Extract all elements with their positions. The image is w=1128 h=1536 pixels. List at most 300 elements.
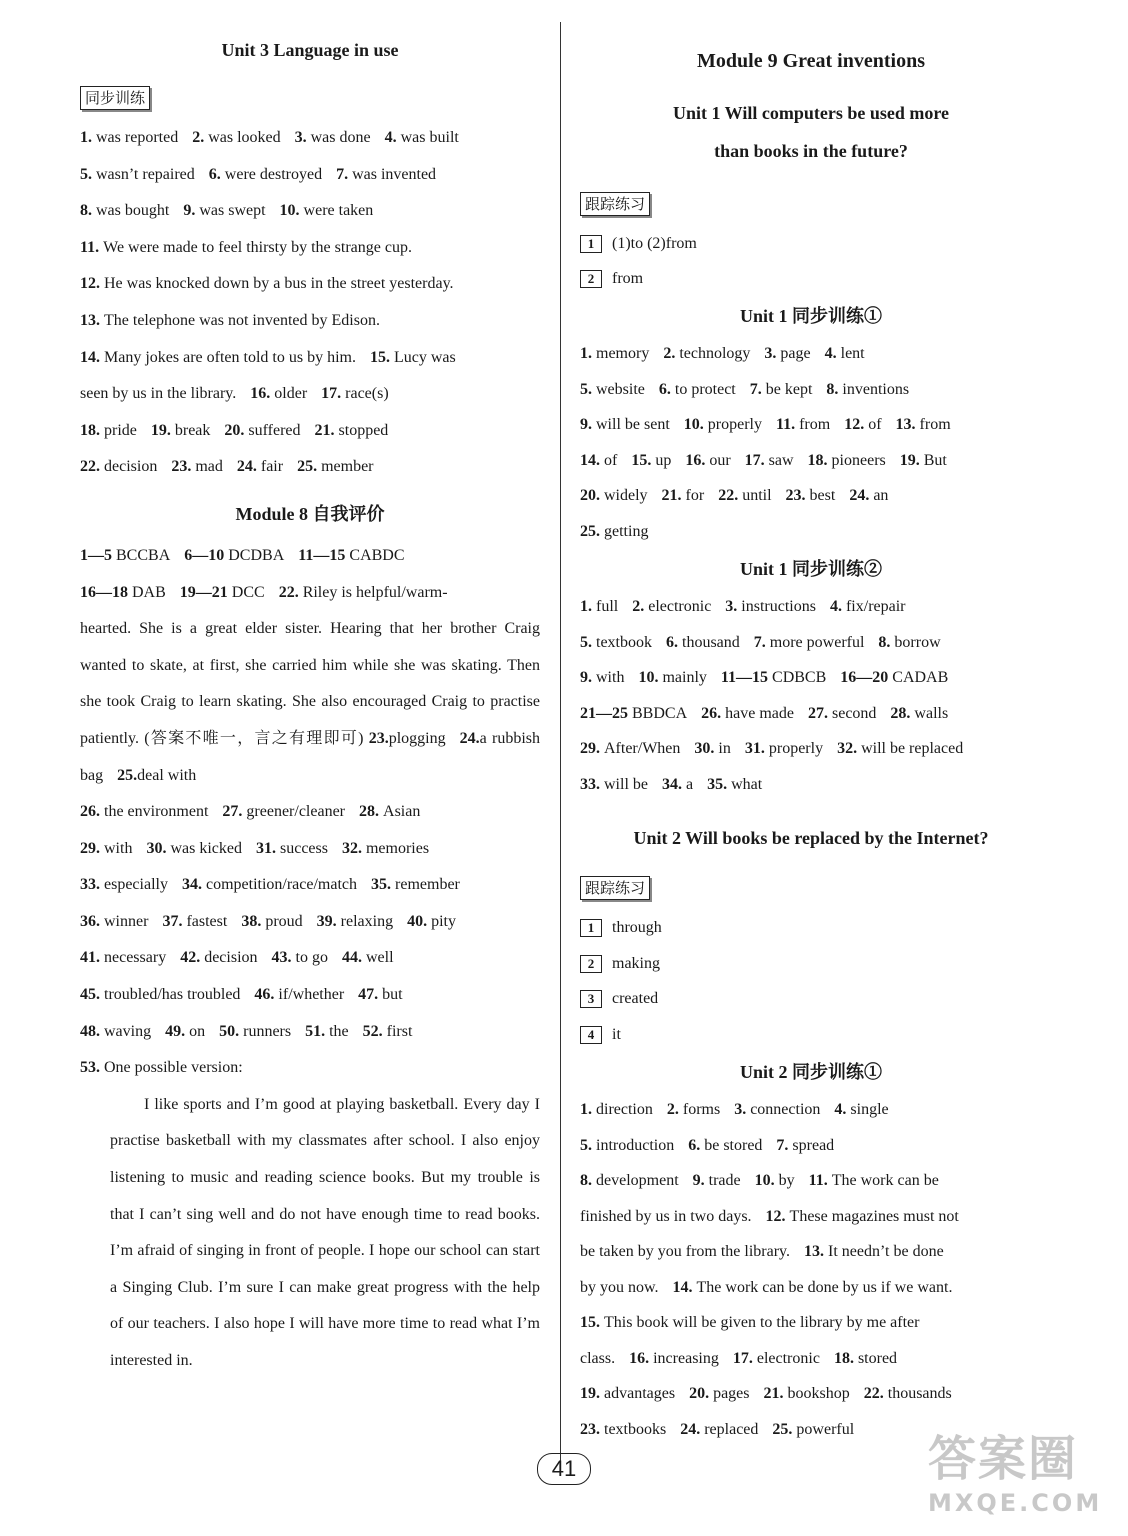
answer-line	[80, 120, 540, 157]
item-answer: our	[709, 451, 731, 469]
item-answer: The work can be	[831, 1172, 939, 1189]
item-answer: runners	[243, 1022, 292, 1040]
unit3-title: Unit 3 Language in use	[221, 40, 399, 60]
item-answer: Lucy was	[393, 348, 456, 366]
item-answer: But	[923, 451, 947, 469]
item-number: 11.	[775, 416, 796, 433]
answer-text: finished by us in two days.	[580, 1207, 752, 1225]
item-number: 19.	[150, 421, 171, 439]
item-number: 3.	[734, 1101, 747, 1118]
answer-paragraph	[80, 611, 540, 794]
item-answer: more powerful	[769, 633, 865, 651]
item-number: 15.	[580, 1314, 600, 1331]
item-answer: BCCBA	[116, 546, 171, 564]
boxed-answer	[580, 226, 1042, 261]
item-answer: stopped	[338, 421, 389, 439]
item-answer: member	[321, 458, 374, 476]
item-number: 1.	[80, 129, 92, 146]
item-answer: by	[778, 1172, 795, 1189]
item-number: 23.	[785, 487, 806, 504]
item-answer: electronic	[648, 598, 712, 615]
item-answer: older	[274, 385, 308, 403]
item-answer: success	[279, 839, 328, 857]
answer-line	[80, 193, 540, 230]
unit2-title: Unit 2 Will books be replaced by the Internet?	[633, 828, 989, 848]
sync-training-tag: 同步训练	[80, 86, 150, 110]
item-answer: DCC	[231, 583, 265, 601]
answer-text: be taken by you from the library.	[580, 1243, 791, 1260]
item-number: 2.	[192, 129, 205, 146]
item-answer: in	[718, 740, 731, 757]
tracking-practice-tag: 跟踪练习	[580, 876, 650, 900]
box-number: 4	[580, 1026, 602, 1044]
item-answer: remember	[395, 876, 460, 894]
item-number: 1.	[580, 598, 592, 615]
item-answer: winner	[104, 912, 149, 930]
item-number: 31.	[255, 839, 276, 857]
item-number: 41.	[80, 949, 100, 967]
item-answer: bookshop	[787, 1385, 850, 1402]
tracking-practice-tag: 跟踪练习	[580, 192, 650, 216]
item-number: 3.	[725, 598, 738, 615]
item-number: 3.	[764, 345, 777, 362]
answer-line	[580, 372, 1042, 408]
item-answer: forms	[682, 1101, 721, 1118]
item-number: 16.	[629, 1349, 650, 1367]
item-answer: suffered	[248, 421, 301, 439]
item-number: 30.	[694, 740, 715, 757]
item-answer: break	[174, 421, 211, 439]
answer-line	[580, 1092, 1042, 1128]
answer-line	[80, 794, 540, 831]
item-answer: was invented	[352, 165, 437, 183]
box-number: 3	[580, 990, 602, 1008]
item-number: 16.	[250, 385, 271, 403]
item-answer: was built	[400, 129, 459, 146]
item-number: 49.	[165, 1022, 186, 1040]
boxed-answer	[580, 946, 1042, 982]
item-number: 27.	[222, 803, 243, 821]
item-number: 52.	[362, 1022, 383, 1040]
item-answer: necessary	[104, 949, 167, 967]
item-answer: proud	[265, 912, 303, 930]
item-answer: until	[742, 487, 772, 504]
item-number: 33.	[80, 876, 100, 894]
item-number: 13.	[895, 416, 916, 433]
item-answer: was looked	[208, 129, 281, 146]
module9-title: Module 9 Great inventions	[697, 50, 925, 72]
item-answer: be kept	[765, 380, 813, 398]
answer-line	[80, 940, 540, 977]
answer-line	[80, 538, 540, 575]
item-answer: the	[329, 1022, 349, 1040]
item-number: 1—5	[80, 546, 112, 564]
answer-line	[580, 1341, 1042, 1377]
item-answer: thousand	[682, 633, 740, 651]
item-answer: competition/race/match	[205, 876, 358, 894]
item-answer: electronic	[756, 1349, 820, 1367]
answer-line	[80, 1050, 540, 1087]
item-number: 25.	[117, 766, 138, 784]
unit1-title-cont: than books in the future?	[714, 141, 908, 161]
item-number: 9.	[692, 1172, 705, 1189]
answer-line	[580, 407, 1042, 443]
item-answer: Many jokes are often told to us by him.	[104, 348, 356, 366]
item-answer: especially	[104, 876, 168, 894]
item-answer: properly	[768, 740, 824, 757]
item-number: 4.	[384, 129, 397, 146]
answer-line	[580, 514, 1042, 550]
item-number: 5.	[580, 1136, 592, 1154]
item-number: 8.	[80, 202, 92, 220]
item-answer: increasing	[653, 1349, 719, 1367]
item-answer: He was knocked down by a bus in the street yesterday.	[104, 275, 454, 293]
item-number: 32.	[837, 740, 858, 757]
watermark-top: 答案圈	[928, 1431, 1079, 1487]
item-answer: One possible version:	[104, 1059, 243, 1077]
essay-text: I like sports and I’m good at playing basketball. Every day I practise basketball with my classmates after school. I also enjoy listening to music and reading science books. But my trouble is that I can’t sing well and do not have enough time to read books. I’m afraid of singing in front of people. I hope our school can start a Singing Club. I’m sure I can make great progress with the help of our teachers. I also hope I will have more time to read what I’m interested in.	[110, 1095, 540, 1369]
item-answer: getting	[604, 522, 649, 540]
item-number: 20.	[689, 1385, 710, 1402]
item-number: 5.	[580, 633, 592, 651]
item-number: 25.	[297, 458, 318, 476]
item-number: 51.	[305, 1022, 326, 1040]
item-answer: decision	[104, 458, 158, 476]
item-answer: best	[809, 487, 836, 504]
item-number: 24.	[680, 1420, 701, 1438]
item-answer: page	[780, 345, 811, 362]
item-answer: This book will be given to the library by me after	[604, 1314, 920, 1331]
answer-text: it	[612, 1025, 621, 1043]
item-number: 17.	[744, 451, 765, 469]
item-number: 11—15	[298, 546, 346, 564]
item-number: 10.	[683, 416, 704, 433]
item-number: 12.	[844, 416, 865, 433]
item-answer: After/When	[604, 740, 681, 757]
answer-line	[580, 589, 1042, 625]
item-answer: will be	[604, 775, 648, 793]
item-number: 7.	[776, 1136, 789, 1154]
item-number: 6.	[208, 165, 221, 183]
item-number: 3.	[294, 129, 307, 146]
item-answer: mainly	[662, 669, 707, 686]
answer-text: hearted. She is a great elder sister. Hearing that her brother Craig wanted to skate, at first, she carried him while she was skating. Then she took Craig to learn skating. She also encouraged Craig to practise patiently. (答案不唯一，言之有理即可)	[80, 620, 540, 747]
item-number: 15.	[369, 348, 390, 366]
item-number: 12.	[765, 1207, 786, 1225]
item-answer: saw	[768, 451, 794, 469]
item-number: 28.	[359, 803, 380, 821]
item-number: 10.	[279, 202, 300, 220]
item-number: 8.	[580, 1172, 592, 1189]
answer-line	[580, 336, 1042, 372]
item-number: 23.	[580, 1420, 600, 1438]
item-number: 17.	[321, 385, 342, 403]
item-number: 31.	[744, 740, 765, 757]
item-number: 23.	[368, 729, 389, 747]
item-number: 4.	[834, 1101, 847, 1118]
item-number: 9.	[580, 669, 592, 686]
item-answer: up	[655, 451, 672, 469]
item-answer: deal with	[137, 766, 197, 784]
answer-line	[580, 1163, 1042, 1199]
item-answer: The work can be done by us if we want.	[696, 1278, 953, 1296]
watermark-bottom: MXQE.COM	[928, 1489, 1103, 1517]
item-answer: textbooks	[604, 1420, 667, 1438]
item-number: 24.	[459, 729, 480, 747]
item-answer: second	[831, 704, 877, 722]
item-number: 21—25	[580, 704, 628, 722]
item-answer: trade	[708, 1172, 741, 1189]
item-answer: The telephone was not invented by Edison.	[104, 311, 380, 329]
item-number: 25.	[580, 522, 600, 540]
item-number: 6—10	[184, 546, 225, 564]
answer-text: (1)to (2)from	[612, 235, 697, 252]
item-number: 8.	[878, 633, 891, 651]
item-number: 25.	[772, 1420, 793, 1438]
item-number: 11.	[80, 238, 100, 256]
right-column	[580, 28, 1042, 1447]
item-answer: single	[850, 1101, 889, 1118]
item-answer: Asian	[383, 803, 421, 821]
item-answer: was reported	[96, 129, 179, 146]
item-answer: pages	[713, 1385, 750, 1402]
item-number: 6.	[688, 1136, 701, 1154]
answer-text: through	[612, 919, 662, 936]
answer-text: by you now.	[580, 1278, 659, 1296]
answer-line	[80, 575, 540, 612]
item-number: 20.	[224, 421, 245, 439]
item-number: 10.	[754, 1172, 775, 1189]
answer-line	[580, 443, 1042, 479]
item-number: 37.	[162, 912, 183, 930]
item-answer: memories	[365, 839, 430, 857]
boxed-answer	[580, 981, 1042, 1017]
item-number: 11.	[808, 1172, 828, 1189]
column-divider	[560, 22, 561, 1462]
item-number: 35.	[371, 876, 392, 894]
item-number: 24.	[236, 458, 257, 476]
answer-line	[80, 449, 540, 486]
answer-inline-list	[804, 1243, 944, 1260]
item-answer: memory	[596, 345, 650, 362]
answer-line	[580, 731, 1042, 767]
item-number: 5.	[80, 165, 92, 183]
item-answer: We were made to feel thirsty by the strange cup.	[103, 238, 412, 256]
item-number: 18.	[80, 421, 100, 439]
item-number: 47.	[358, 986, 379, 1004]
item-answer: the environment	[104, 803, 209, 821]
item-number: 22.	[278, 583, 299, 601]
item-number: 23.	[171, 458, 192, 476]
item-number: 9.	[580, 416, 592, 433]
boxed-answer	[580, 261, 1042, 296]
item-answer: fastest	[186, 912, 228, 930]
item-number: 21.	[314, 421, 335, 439]
answer-line	[80, 266, 540, 303]
unit1-title: Unit 1 Will computers be used more	[672, 103, 949, 123]
item-answer: from	[919, 416, 951, 433]
answer-inline-list	[766, 1208, 959, 1225]
item-answer: instructions	[741, 598, 816, 615]
item-number: 32.	[341, 839, 362, 857]
item-number: 26.	[80, 803, 100, 821]
item-answer: will be replaced	[861, 740, 964, 757]
item-answer: be stored	[704, 1136, 763, 1154]
item-answer: DAB	[132, 583, 166, 601]
item-number: 33.	[580, 775, 600, 793]
answer-line	[80, 376, 540, 413]
item-answer: textbook	[596, 633, 652, 651]
answer-line	[80, 340, 540, 377]
item-answer: decision	[204, 949, 258, 967]
item-answer: pride	[104, 421, 137, 439]
item-number: 7.	[749, 380, 762, 398]
item-number: 1.	[580, 345, 592, 362]
item-number: 15.	[631, 451, 652, 469]
item-number: 18.	[807, 451, 828, 469]
item-number: 6.	[658, 380, 671, 398]
item-answer: BBDCA	[632, 704, 688, 722]
item-number: 8.	[826, 380, 839, 398]
item-number: 7.	[753, 633, 766, 651]
item-answer: wasn’t repaired	[96, 165, 195, 183]
answer-line	[580, 1270, 1042, 1306]
item-answer: troubled/has troubled	[104, 986, 241, 1004]
item-number: 14.	[80, 348, 100, 366]
item-answer: relaxing	[340, 912, 394, 930]
item-answer: were destroyed	[224, 165, 323, 183]
item-answer: lent	[840, 345, 865, 362]
answer-line	[580, 696, 1042, 732]
item-number: 43.	[271, 949, 292, 967]
item-answer: from	[799, 416, 831, 433]
item-number: 27.	[807, 704, 828, 722]
item-answer: website	[596, 380, 645, 398]
item-answer: fix/repair	[845, 598, 906, 615]
item-answer: widely	[604, 487, 648, 504]
item-number: 34.	[181, 876, 202, 894]
boxed-answer	[580, 910, 1042, 946]
answer-text: from	[612, 270, 644, 287]
item-answer: was kicked	[170, 839, 242, 857]
item-number: 2.	[632, 598, 645, 615]
answer-line	[580, 478, 1042, 514]
item-number: 30.	[146, 839, 167, 857]
answer-text: class.	[580, 1349, 616, 1367]
box-number: 1	[580, 919, 602, 937]
item-answer: was bought	[96, 202, 170, 220]
item-answer: to protect	[674, 380, 736, 398]
item-answer: to go	[295, 949, 328, 967]
item-number: 18.	[833, 1349, 854, 1367]
unit2-sync1-title: Unit 2 同步训练①	[739, 1062, 882, 1082]
item-answer: walls	[914, 704, 949, 722]
answer-line	[80, 904, 540, 941]
page-number: 41	[537, 1453, 591, 1485]
item-number: 5.	[580, 380, 592, 398]
item-answer: direction	[596, 1101, 653, 1118]
item-number: 26.	[701, 704, 722, 722]
answer-line	[580, 1234, 1042, 1270]
box-number: 1	[580, 235, 602, 253]
unit1-sync2-title: Unit 1 同步训练②	[739, 559, 882, 579]
answer-line	[580, 1128, 1042, 1164]
answer-line	[80, 1014, 540, 1051]
item-answer: introduction	[596, 1136, 675, 1154]
item-answer: inventions	[842, 380, 910, 398]
answer-line	[580, 1376, 1042, 1412]
box-number: 2	[580, 270, 602, 288]
answer-line	[80, 977, 540, 1014]
item-answer: plogging	[388, 729, 446, 747]
item-number: 19.	[899, 451, 920, 469]
answer-line	[580, 625, 1042, 661]
item-answer: an	[873, 487, 889, 504]
answer-inline-list	[673, 1279, 953, 1296]
item-answer: waving	[104, 1022, 152, 1040]
item-answer: but	[382, 986, 403, 1004]
item-answer: development	[596, 1172, 679, 1189]
item-number: 17.	[732, 1349, 753, 1367]
answer-line	[580, 767, 1042, 803]
item-answer: what	[731, 775, 763, 793]
item-answer: pity	[431, 912, 456, 930]
box-number: 2	[580, 955, 602, 973]
item-answer: connection	[750, 1101, 821, 1118]
item-number: 28.	[890, 704, 911, 722]
item-answer: if/whether	[278, 986, 345, 1004]
item-number: 22.	[80, 458, 100, 476]
item-number: 24.	[849, 487, 870, 504]
item-number: 48.	[80, 1022, 100, 1040]
item-answer: fair	[260, 458, 284, 476]
item-answer: will be sent	[596, 416, 670, 433]
item-number: 16.	[685, 451, 706, 469]
unit1-sync1-title: Unit 1 同步训练①	[739, 306, 882, 326]
item-number: 19—21	[179, 583, 228, 601]
item-answer: first	[386, 1022, 413, 1040]
item-number: 42.	[180, 949, 201, 967]
item-number: 2.	[663, 345, 676, 362]
item-answer: was done	[310, 129, 371, 146]
answer-text: making	[612, 954, 660, 972]
item-answer: with	[596, 669, 625, 686]
module8-title: Module 8 自我评价	[235, 503, 385, 524]
item-number: 36.	[80, 912, 100, 930]
answer-line	[80, 831, 540, 868]
item-number: 44.	[341, 949, 362, 967]
item-answer: powerful	[796, 1420, 855, 1438]
item-number: 53.	[80, 1059, 100, 1077]
answer-line	[580, 1305, 1042, 1341]
answer-line	[580, 1199, 1042, 1235]
item-answer: well	[365, 949, 394, 967]
item-number: 13.	[80, 311, 100, 329]
item-number: 14.	[580, 451, 600, 469]
item-answer: DCDBA	[228, 546, 285, 564]
item-answer: of	[868, 416, 882, 433]
item-number: 2.	[666, 1101, 679, 1118]
item-number: 21.	[763, 1385, 784, 1402]
left-column	[80, 28, 540, 1380]
answer-line	[580, 660, 1042, 696]
item-number: 9.	[183, 202, 196, 220]
answer-line	[80, 157, 540, 194]
item-number: 4.	[829, 598, 842, 615]
item-number: 35.	[707, 775, 728, 793]
item-number: 21.	[661, 487, 682, 504]
item-number: 4.	[824, 345, 837, 362]
